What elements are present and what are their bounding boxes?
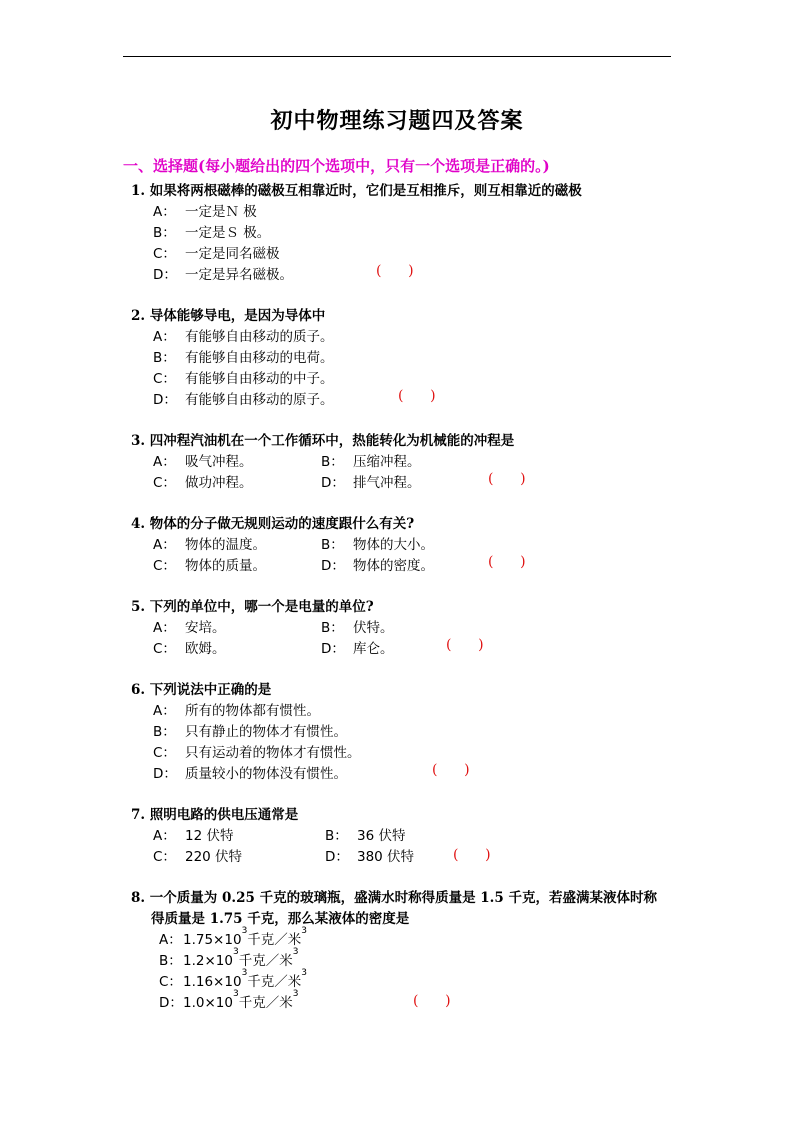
- q2-option-b: B： 有能够自由移动的电荷。: [153, 350, 334, 366]
- question-8: 8. 一个质量为 0.25 千克的玻璃瓶，盛满水时称得质量是 1.5 千克，若盛满某液体时称: [131, 890, 657, 906]
- q3-option-c: C： 做功冲程。: [153, 475, 253, 491]
- q4-answer-blank: ( ): [488, 554, 526, 570]
- q2-option-c: C： 有能够自由移动的中子。: [153, 371, 334, 387]
- q5-option-a: A： 安培。: [153, 620, 226, 636]
- q2-answer-blank: ( ): [398, 388, 436, 404]
- q5-option-c: C： 欧姆。: [153, 641, 226, 657]
- q2-option-d: D： 有能够自由移动的原子。: [153, 392, 334, 408]
- question-1: 1. 如果将两根磁棒的磁极互相靠近时，它们是互相推斥，则互相靠近的磁极: [131, 183, 582, 199]
- q7-option-d: D： 380 伏特: [325, 849, 415, 865]
- q7-answer-blank: ( ): [453, 847, 491, 863]
- question-4: 4. 物体的分子做无规则运动的速度跟什么有关?: [131, 516, 415, 532]
- q3-option-b: B： 压缩冲程。: [321, 454, 421, 470]
- q1-option-d: D： 一定是异名磁极。: [153, 267, 293, 283]
- section-heading: 一、选择题(每小题给出的四个选项中，只有一个选项是正确的。): [123, 157, 550, 175]
- q7-option-c: C： 220 伏特: [153, 849, 243, 865]
- q6-option-c: C： 只有运动着的物体才有惯性。: [153, 745, 361, 761]
- question-2: 2. 导体能够导电，是因为导体中: [131, 308, 326, 324]
- question-8-continued: 得质量是 1.75 千克，那么某液体的密度是: [151, 911, 410, 927]
- q4-option-d: D： 物体的密度。: [321, 558, 434, 574]
- q1-option-b: B： 一定是Ｓ 极。: [153, 225, 271, 241]
- question-6: 6. 下列说法中正确的是: [131, 682, 272, 698]
- q1-option-c: C： 一定是同名磁极: [153, 246, 280, 262]
- q6-option-a: A： 所有的物体都有惯性。: [153, 703, 320, 719]
- q8-option-c: C：$1.16\times 10^3$千克／米$^3$: [159, 968, 308, 990]
- page-title: 初中物理练习题四及答案: [270, 108, 524, 134]
- q3-answer-blank: ( ): [488, 471, 526, 487]
- q4-option-a: A： 物体的温度。: [153, 537, 266, 553]
- q3-option-a: A： 吸气冲程。: [153, 454, 253, 470]
- q7-option-a: A： 12 伏特: [153, 828, 234, 844]
- question-3: 3. 四冲程汽油机在一个工作循环中，热能转化为机械能的冲程是: [131, 433, 515, 449]
- q4-option-b: B： 物体的大小。: [321, 537, 434, 553]
- q6-option-b: B： 只有静止的物体才有惯性。: [153, 724, 347, 740]
- q5-option-d: D： 库仑。: [321, 641, 394, 657]
- q8-answer-blank: ( ): [413, 993, 451, 1009]
- header-rule: [123, 56, 671, 57]
- q2-option-a: A： 有能够自由移动的质子。: [153, 329, 334, 345]
- q3-option-d: D： 排气冲程。: [321, 475, 421, 491]
- q8-option-a: A：$1.75\times 10^3$千克／米$^3$: [159, 926, 308, 948]
- q5-answer-blank: ( ): [446, 637, 484, 653]
- q5-option-b: B： 伏特。: [321, 620, 394, 636]
- question-5: 5. 下列的单位中，哪一个是电量的单位?: [131, 599, 374, 615]
- q6-answer-blank: ( ): [432, 762, 470, 778]
- q4-option-c: C： 物体的质量。: [153, 558, 266, 574]
- q8-option-b: B：$1.2\times 10^3$千克／米$^3$: [159, 947, 299, 969]
- q6-option-d: D： 质量较小的物体没有惯性。: [153, 766, 347, 782]
- question-7: 7. 照明电路的供电压通常是: [131, 807, 299, 823]
- q8-option-d: D：$1.0\times 10^3$千克／米$^3$: [159, 989, 299, 1011]
- q7-option-b: B： 36 伏特: [325, 828, 406, 844]
- q1-answer-blank: ( ): [376, 263, 414, 279]
- q1-option-a: A： 一定是Ｎ 极: [153, 204, 257, 220]
